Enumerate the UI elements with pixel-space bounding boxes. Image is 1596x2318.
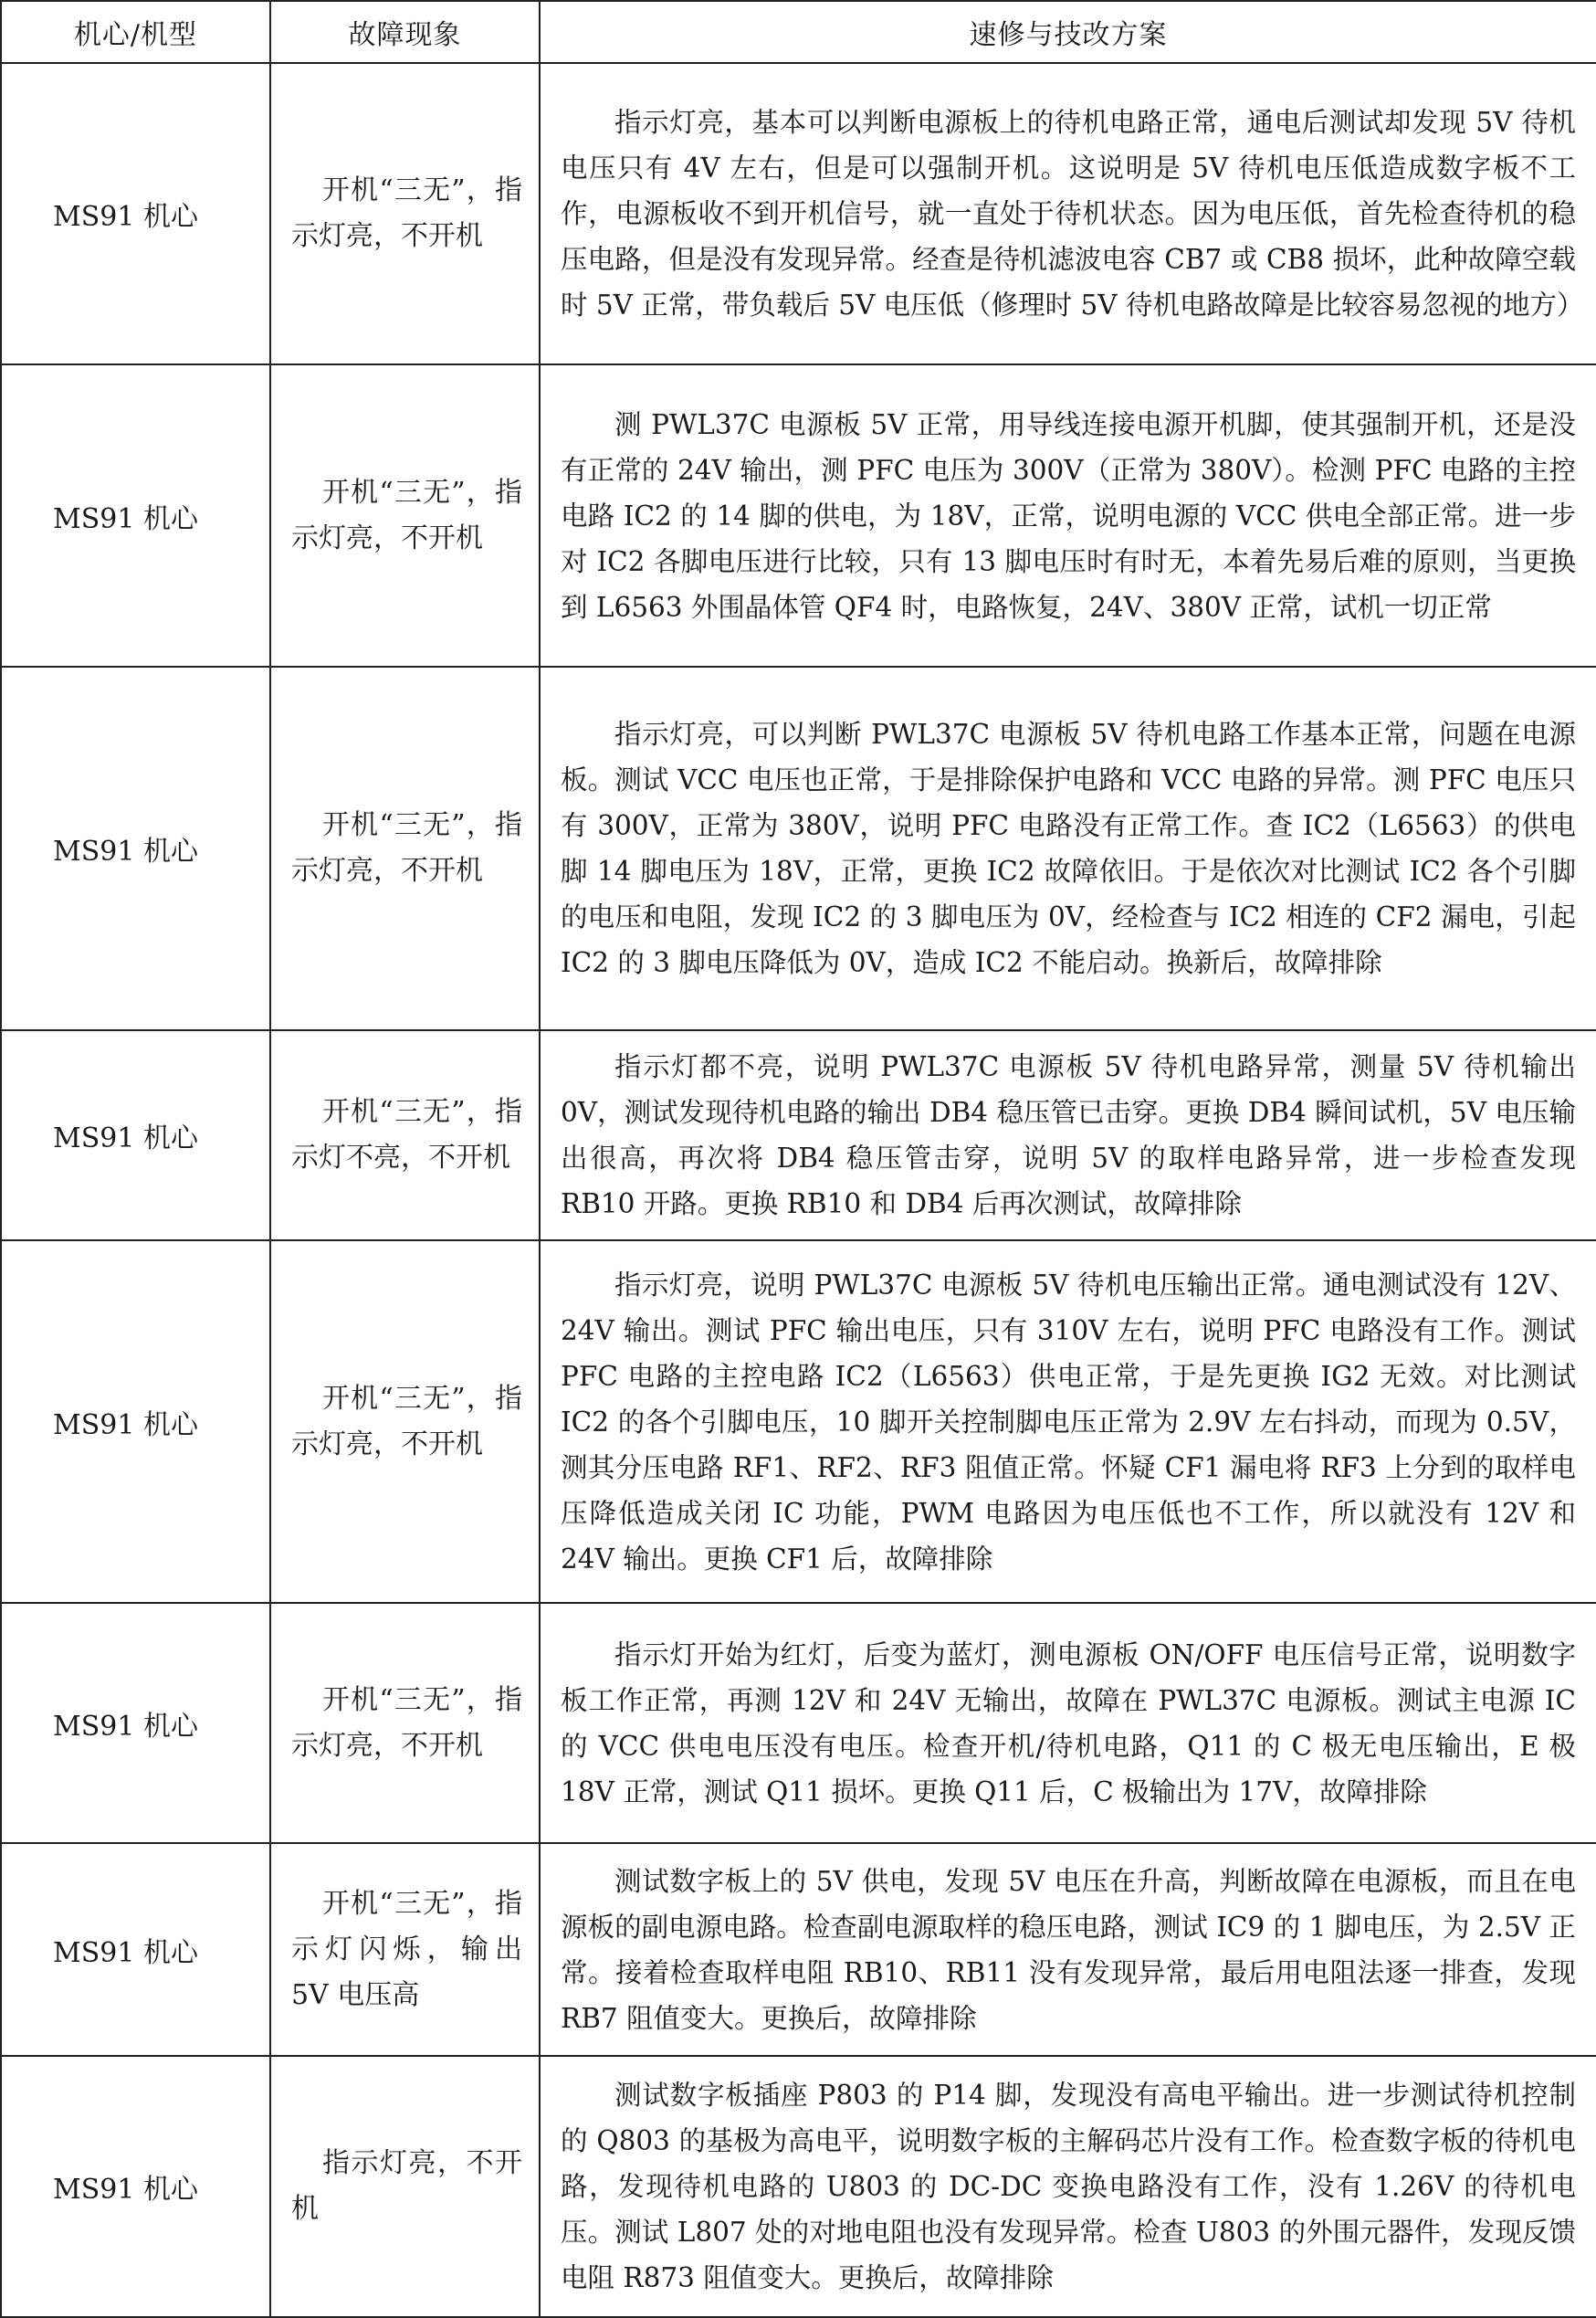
table-row (1, 1240, 1596, 1603)
model-cell: MS91 机心 (1, 2056, 270, 2317)
table-row (1, 1603, 1596, 1843)
header-row (1, 1, 1596, 63)
fault-cell: 开机“三无”，指示灯亮，不开机 (270, 667, 540, 1030)
fix-cell: 指示灯开始为红灯，后变为蓝灯，测电源板 ON/OFF 电压信号正常，说明数字板工作正常，再测 12V 和 24V 无输出，故障在 PWL37C 电源板。测试主电源 IC 的 VCC 供电电压没有电压。检查开机/待机电路，Q11 的 C 极无电压输出，E 极 18V 正常，测试 Q11 损坏。更换 Q11 后，C 极输出为 17V，故障排除 (540, 1603, 1596, 1843)
model-cell: MS91 机心 (1, 63, 270, 364)
fix-cell: 指示灯都不亮，说明 PWL37C 电源板 5V 待机电路异常，测量 5V 待机输出 0V，测试发现待机电路的输出 DB4 稳压管已击穿。更换 DB4 瞬间试机，5V 电压输出很高，再次将 DB4 稳压管击穿，说明 5V 的取样电路异常，进一步检查发现 RB10 开路。更换 RB10 和 DB4 后再次测试，故障排除 (540, 1030, 1596, 1240)
table-row (1, 1843, 1596, 2056)
header-model: 机心/机型 (1, 1, 270, 63)
fix-cell: 指示灯亮，说明 PWL37C 电源板 5V 待机电压输出正常。通电测试没有 12V、24V 输出。测试 PFC 输出电压，只有 310V 左右，说明 PFC 电路没有工作。测试 PFC 电路的主控电路 IC2（L6563）供电正常，于是先更换 IG2 无效。对比测试 IC2 的各个引脚电压，10 脚开关控制脚电压正常为 2.9V 左右抖动，而现为 0.5V，测其分压电路 RF1、RF2、RF3 阻值正常。怀疑 CF1 漏电将 RF3 上分到的取样电压降低造成关闭 IC 功能，PWM 电路因为电压低也不工作，所以就没有 12V 和 24V 输出。更换 CF1 后，故障排除 (540, 1240, 1596, 1603)
fault-cell: 开机“三无”，指示灯亮，不开机 (270, 63, 540, 364)
fix-cell: 测试数字板插座 P803 的 P14 脚，发现没有高电平输出。进一步测试待机控制的 Q803 的基极为高电平，说明数字板的主解码芯片没有工作。检查数字板的待机电路，发现待机电路的 U803 的 DC-DC 变换电路没有工作，没有 1.26V 的待机电压。测试 L807 处的对地电阻也没有发现异常。检查 U803 的外围元器件，发现反馈电阻 R873 阻值变大。更换后，故障排除 (540, 2056, 1596, 2317)
fault-cell: 指示灯亮，不开机 (270, 2056, 540, 2317)
header-fault: 故障现象 (270, 1, 540, 63)
model-cell: MS91 机心 (1, 1030, 270, 1240)
model-cell: MS91 机心 (1, 1843, 270, 2056)
fault-cell: 开机“三无”，指示灯亮，不开机 (270, 1240, 540, 1603)
model-cell: MS91 机心 (1, 1603, 270, 1843)
header-fix: 速修与技改方案 (540, 1, 1596, 63)
table-row (1, 364, 1596, 667)
table-row (1, 1030, 1596, 1240)
table-row (1, 2056, 1596, 2317)
model-cell: MS91 机心 (1, 667, 270, 1030)
fault-cell: 开机“三无”，指示灯亮，不开机 (270, 1603, 540, 1843)
table-row (1, 667, 1596, 1030)
model-cell: MS91 机心 (1, 1240, 270, 1603)
fault-cell: 开机“三无”，指示灯不亮，不开机 (270, 1030, 540, 1240)
fix-cell: 测 PWL37C 电源板 5V 正常，用导线连接电源开机脚，使其强制开机，还是没有正常的 24V 输出，测 PFC 电压为 300V（正常为 380V）。检测 PFC 电路的主控电路 IC2 的 14 脚的供电，为 18V，正常，说明电源的 VCC 供电全部正常。进一步对 IC2 各脚电压进行比较，只有 13 脚电压时有时无，本着先易后难的原则，当更换到 L6563 外围晶体管 QF4 时，电路恢复，24V、380V 正常，试机一切正常 (540, 364, 1596, 667)
fault-cell: 开机“三无”，指示灯闪烁，输出 5V 电压高 (270, 1843, 540, 2056)
fix-cell: 指示灯亮，可以判断 PWL37C 电源板 5V 待机电路工作基本正常，问题在电源板。测试 VCC 电压也正常，于是排除保护电路和 VCC 电路的异常。测 PFC 电压只有 300V，正常为 380V，说明 PFC 电路没有正常工作。查 IC2（L6563）的供电脚 14 脚电压为 18V，正常，更换 IC2 故障依旧。于是依次对比测试 IC2 各个引脚的电压和电阻，发现 IC2 的 3 脚电压为 0V，经检查与 IC2 相连的 CF2 漏电，引起 IC2 的 3 脚电压降低为 0V，造成 IC2 不能启动。换新后，故障排除 (540, 667, 1596, 1030)
fix-cell: 测试数字板上的 5V 供电，发现 5V 电压在升高，判断故障在电源板，而且在电源板的副电源电路。检查副电源取样的稳压电路，测试 IC9 的 1 脚电压，为 2.5V 正常。接着检查取样电阻 RB10、RB11 没有发现异常，最后用电阻法逐一排查，发现 RB7 阻值变大。更换后，故障排除 (540, 1843, 1596, 2056)
fault-cell: 开机“三无”，指示灯亮，不开机 (270, 364, 540, 667)
fix-cell: 指示灯亮，基本可以判断电源板上的待机电路正常，通电后测试却发现 5V 待机电压只有 4V 左右，但是可以强制开机。这说明是 5V 待机电压低造成数字板不工作，电源板收不到开机信号，就一直处于待机状态。因为电压低，首先检查待机的稳压电路，但是没有发现异常。经查是待机滤波电容 CB7 或 CB8 损坏，此种故障空载时 5V 正常，带负载后 5V 电压低（修理时 5V 待机电路故障是比较容易忽视的地方） (540, 63, 1596, 364)
model-cell: MS91 机心 (1, 364, 270, 667)
table-row (1, 63, 1596, 364)
